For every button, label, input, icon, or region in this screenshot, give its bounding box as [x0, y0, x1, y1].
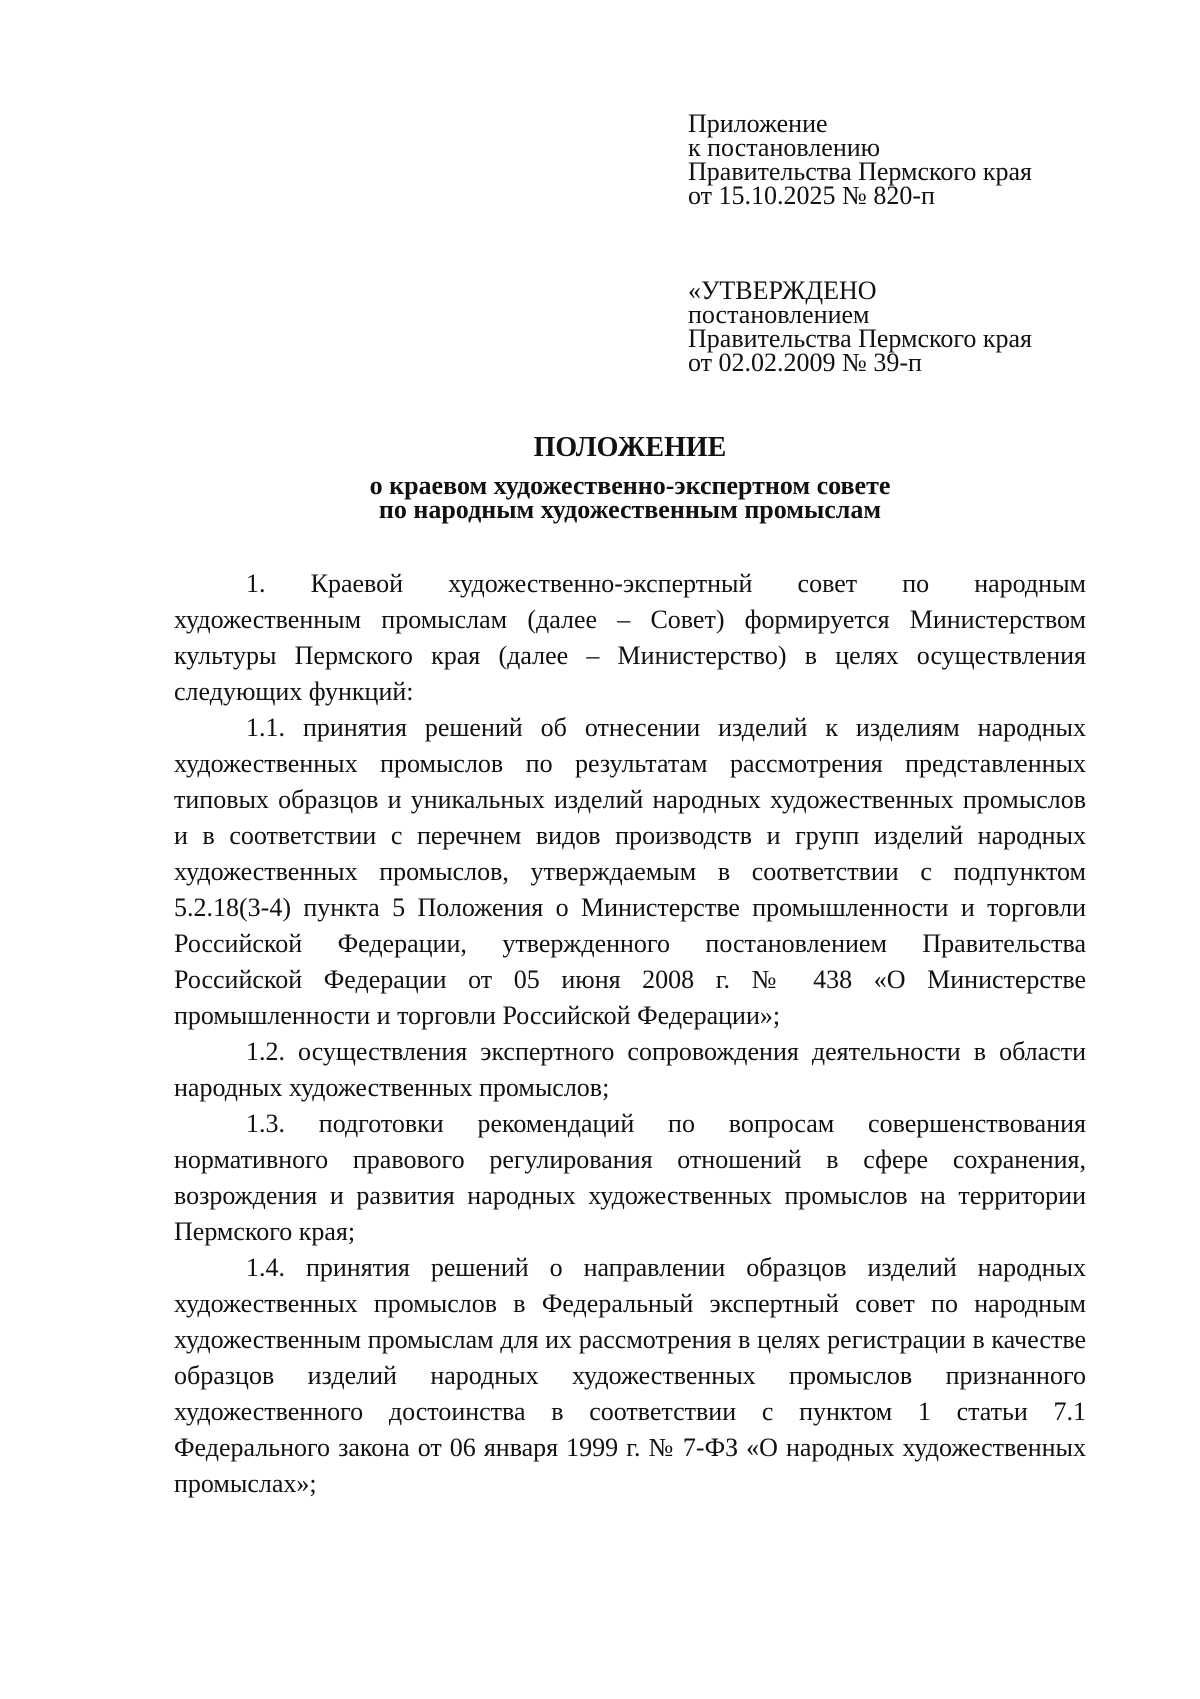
paragraph-1: 1. Краевой художественно-экспертный совет по народным художественным промыслам (далее – Совет) формируется Министерством культуры Пермского края (далее – Министерство) в целях осуществления следующих функций:	[174, 569, 1086, 706]
appendix-line: Правительства Пермского края	[688, 157, 1032, 186]
subtitle-line: по народным художественным промыслам	[378, 495, 882, 524]
approval-line: Правительства Пермского края	[688, 324, 1032, 353]
approval-line: постановлением	[688, 300, 870, 329]
paragraph-1-4: 1.4. принятия решений о направлении образцов изделий народных художественных промыслов в Федеральный экспертный совет по народным художественным промыслам для их рассмотрения в целях регистрации в качестве образцов изделий народных художественных промыслов признанного художественного достоинства в соответствии с пунктом 1 статьи 7.1 Федерального закона от 06 января 1999 г. № 7-ФЗ «О народных художественных промыслах»;	[174, 1253, 1086, 1498]
subtitle-line: о краевом художественно-экспертном совете	[369, 471, 891, 500]
document-body	[174, 566, 1086, 1502]
paragraph-1-1: 1.1. принятия решений об отнесении изделий к изделиям народных художественных промыслов по результатам рассмотрения представленных типовых образцов и уникальных изделий народных художественных промыслов и в соответствии с перечнем видов производств и групп изделий народных художественных промыслов, утверждаемым в соответствии с подпунктом 5.2.18(3-4) пункта 5 Положения о Министерстве промышленности и торговли Российской Федерации, утвержденного постановлением Правительства Российской Федерации от 05 июня 2008 г. № 438 «О Министерстве промышленности и торговли Российской Федерации»;	[174, 713, 1086, 1030]
appendix-header	[688, 109, 1128, 210]
paragraph-1-2: 1.2. осуществления экспертного сопровождения деятельности в области народных художественных промыслов;	[174, 1037, 1086, 1102]
approval-line: от 02.02.2009 № 39-п	[688, 348, 922, 377]
appendix-line: Приложение	[688, 109, 828, 138]
approval-line: «УТВЕРЖДЕНО	[688, 276, 877, 305]
document-subtitle	[0, 471, 1200, 524]
appendix-line: к постановлению	[688, 133, 881, 162]
paragraph-1-3: 1.3. подготовки рекомендаций по вопросам совершенствования нормативного правового регулирования отношений в сфере сохранения, возрождения и развития народных художественных промыслов на территории Пермского края;	[174, 1109, 1086, 1246]
document-title: ПОЛОЖЕНИЕ	[533, 432, 727, 463]
approval-stamp-header	[688, 276, 1128, 377]
appendix-line: от 15.10.2025 № 820-п	[688, 181, 935, 210]
